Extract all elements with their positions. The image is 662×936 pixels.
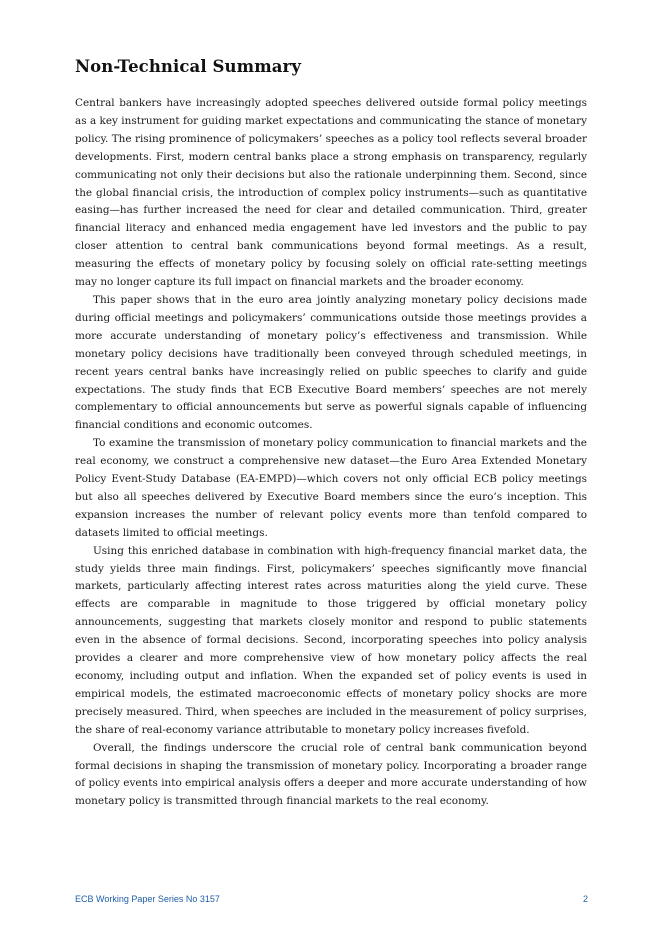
paragraph-3: To examine the transmission of monetary policy communication to financial markets and the real economy, we construct a comprehensive new dataset—the Euro Area Extended Monetary Policy Event-Study Database (EA-EMPD)—which covers not only official ECB policy meetings but also all speeches delivered by Executive Board members since the euro’s inception. This expansion increases the number of relevant policy events more than tenfold compared to datasets limited to official meetings. [75, 437, 587, 539]
paragraph-1: Central bankers have increasingly adopted speeches delivered outside formal policy meetings as a key instrument for guiding market expectations and communicating the stance of monetary policy. The rising prominence of policymakers’ speeches as a policy tool reflects several broader developments. First, modern central banks place a strong emphasis on transparency, regularly communicating not only their decisions but also the rationale underpinning them. Second, since the global financial crisis, the introduction of complex policy instruments—such as quantitative easing—has further increased the need for clear and detailed communication. Third, greater financial literacy and enhanced media engagement have led investors and the public to pay closer attention to central bank communications beyond formal meetings. As a result, measuring the effects of monetary policy by focusing solely on official rate-setting meetings may no longer capture its full impact on financial markets and the broader economy. [75, 97, 587, 289]
summary-body [75, 95, 587, 811]
footer-series-label: ECB Working Paper Series No 3157 [75, 894, 220, 904]
paragraph-5: Overall, the findings underscore the crucial role of central bank communication beyond formal decisions in shaping the transmission of monetary policy. Incorporating a broader range of policy events into empirical analysis offers a deeper and more accurate understanding of how monetary policy is transmitted through financial markets to the real economy. [75, 741, 587, 808]
page-footer [75, 894, 588, 908]
paragraph-2: This paper shows that in the euro area jointly analyzing monetary policy decisions made during official meetings and policymakers’ communications outside those meetings provides a more accurate understanding of monetary policy’s effectiveness and transmission. While monetary policy decisions have traditionally been conveyed through scheduled meetings, in recent years central banks have increasingly relied on public speeches to clarify and guide expectations. The study finds that ECB Executive Board members’ speeches are not merely complementary to official announcements but serve as powerful signals capable of influencing financial conditions and economic outcomes. [75, 293, 587, 432]
page-number: 2 [582, 894, 588, 904]
paragraph-4: Using this enriched database in combination with high-frequency financial market data, the study yields three main findings. First, policymakers’ speeches significantly move financial markets, particularly affecting interest rates across maturities along the yield curve. These effects are comparable in magnitude to those triggered by official monetary policy announcements, suggesting that markets closely monitor and respond to public statements even in the absence of formal decisions. Second, incorporating speeches into policy analysis provides a clearer and more comprehensive view of how monetary policy affects the real economy, including output and inflation. When the expanded set of policy events is used in empirical models, the estimated macroeconomic effects of monetary policy shocks are more precisely measured. Third, when speeches are included in the measurement of policy surprises, the share of real-economy variance attributable to monetary policy increases fivefold. [75, 544, 587, 736]
page-title: Non-Technical Summary [75, 57, 302, 76]
